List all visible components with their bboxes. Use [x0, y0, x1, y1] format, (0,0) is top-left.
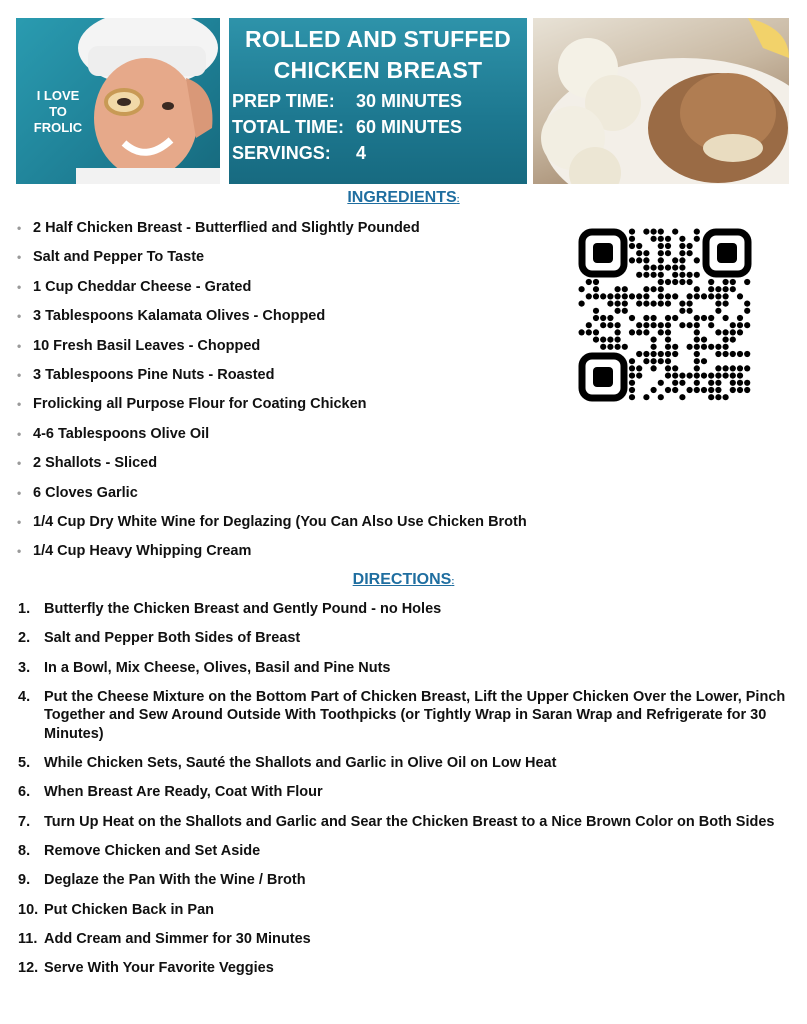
dish-photo [533, 18, 789, 184]
step-number: 4. [18, 688, 31, 705]
step-text: While Chicken Sets, Sauté the Shallots and Garlic in Olive Oil on Low Heat [44, 755, 557, 772]
ingredient-text: Frolicking all Purpose Flour for Coating Chicken [33, 396, 367, 413]
direction-step [18, 871, 793, 890]
recipe-title [229, 24, 527, 86]
bullet-icon: • [17, 338, 22, 353]
ingredient-item [17, 512, 597, 541]
chef-photo [16, 18, 220, 184]
ingredient-item [17, 218, 597, 247]
step-number: 5. [18, 755, 31, 772]
directions-heading-text: DIRECTIONS [352, 571, 452, 588]
servings-row [232, 140, 462, 166]
dish-illustration [533, 18, 789, 184]
servings-label: SERVINGS: [232, 143, 331, 163]
ingredients-heading-text: INGREDIENTS [347, 189, 457, 206]
direction-step [18, 688, 793, 744]
caption-line: FROLIC [33, 120, 83, 135]
direction-step [18, 783, 793, 802]
step-text: Deglaze the Pan With the Wine / Broth [44, 872, 306, 889]
ingredient-item [17, 336, 597, 365]
ingredient-item [17, 483, 597, 512]
bullet-icon: • [17, 456, 22, 471]
caption-line: I LOVE [36, 88, 80, 103]
ingredient-text: 3 Tablespoons Kalamata Olives - Chopped [33, 308, 326, 325]
directions-list [18, 600, 793, 989]
ingredient-text: 10 Fresh Basil Leaves - Chopped [33, 337, 261, 354]
step-text: In a Bowl, Mix Cheese, Olives, Basil and Pine Nuts [44, 659, 391, 676]
ingredient-item [17, 541, 597, 570]
bullet-icon: • [17, 250, 22, 265]
direction-step [18, 629, 793, 648]
direction-step [18, 901, 793, 920]
ingredient-text: 1/4 Cup Heavy Whipping Cream [33, 543, 252, 560]
bullet-icon: • [17, 544, 22, 559]
ingredient-text: 2 Shallots - Sliced [33, 455, 158, 472]
step-number: 10. [18, 901, 39, 918]
ingredient-text: 6 Cloves Garlic [33, 484, 138, 501]
step-number: 9. [18, 872, 31, 889]
direction-step [18, 959, 793, 978]
servings-value: 4 [356, 143, 367, 163]
bullet-icon: • [17, 367, 22, 382]
direction-step [18, 600, 793, 619]
step-number: 8. [18, 843, 31, 860]
ingredients-heading [0, 189, 807, 207]
ingredient-item [17, 277, 597, 306]
ingredient-text: 1/4 Cup Dry White Wine for Deglazing (You Can Also Use Chicken Broth [33, 513, 527, 530]
ingredient-text: 4-6 Tablespoons Olive Oil [33, 425, 210, 442]
direction-step [18, 813, 793, 832]
step-number: 1. [18, 601, 31, 617]
step-number: 6. [18, 784, 31, 801]
step-text: When Breast Are Ready, Coat With Flour [44, 784, 323, 801]
directions-heading [0, 571, 807, 589]
prep-time-value: 30 MINUTES [356, 91, 463, 111]
total-time-row [232, 114, 462, 140]
caption-line: TO [49, 104, 67, 119]
total-time-value: 60 MINUTES [356, 117, 463, 137]
photo-caption [26, 88, 90, 136]
ingredients-heading-colon: : [456, 194, 460, 204]
recipe-header [16, 18, 789, 184]
prep-time-row [232, 88, 462, 114]
step-text: Put Chicken Back in Pan [44, 901, 215, 918]
qr-code-icon[interactable] [578, 228, 752, 402]
ingredient-text: Salt and Pepper To Taste [33, 249, 205, 266]
step-text: Salt and Pepper Both Sides of Breast [44, 630, 301, 647]
step-text: Remove Chicken and Set Aside [44, 843, 261, 860]
title-line-2: CHICKEN BREAST [273, 57, 483, 83]
bullet-icon: • [17, 426, 22, 441]
step-text: Butterfly the Chicken Breast and Gently Pound - no Holes [44, 601, 442, 617]
bullet-icon: • [17, 279, 22, 294]
ingredient-item [17, 453, 597, 482]
total-time-label: TOTAL TIME: [232, 117, 344, 137]
step-text: Turn Up Heat on the Shallots and Garlic and Sear the Chicken Breast to a Nice Brown Color on Both Sides [44, 813, 775, 830]
ingredient-text: 1 Cup Cheddar Cheese - Grated [33, 278, 252, 295]
direction-step [18, 659, 793, 678]
title-banner [229, 18, 527, 184]
ingredient-item [17, 424, 597, 453]
step-text: Put the Cheese Mixture on the Bottom Part of Chicken Breast, Lift the Upper Chicken Over the Lower, Pinch Together and Sew Around Outside With Toothpicks (or Tightly Wrap in Saran Wrap and Refrigerate for 30 Minutes) [44, 688, 786, 742]
ingredient-text: 3 Tablespoons Pine Nuts - Roasted [33, 366, 275, 383]
step-text: Add Cream and Simmer for 30 Minutes [44, 930, 311, 947]
step-number: 3. [18, 659, 31, 676]
direction-step [18, 930, 793, 949]
direction-step [18, 754, 793, 773]
ingredient-item [17, 306, 597, 335]
prep-time-label: PREP TIME: [232, 91, 335, 111]
bullet-icon: • [17, 485, 22, 500]
step-number: 2. [18, 630, 31, 647]
directions-heading-colon: : [451, 576, 455, 586]
step-number: 12. [18, 960, 39, 977]
step-text: Serve With Your Favorite Veggies [44, 960, 274, 977]
bullet-icon: • [17, 221, 22, 235]
ingredient-item [17, 365, 597, 394]
ingredients-list [17, 218, 597, 571]
recipe-meta [232, 88, 462, 166]
bullet-icon: • [17, 309, 22, 324]
step-number: 11. [18, 930, 38, 947]
bullet-icon: • [17, 514, 22, 529]
step-number: 7. [18, 813, 31, 830]
ingredient-text: 2 Half Chicken Breast - Butterflied and Slightly Pounded [33, 220, 420, 236]
ingredient-item [17, 394, 597, 423]
title-line-1: ROLLED AND STUFFED [245, 26, 511, 52]
ingredient-item [17, 247, 597, 276]
direction-step [18, 842, 793, 861]
bullet-icon: • [17, 397, 22, 412]
